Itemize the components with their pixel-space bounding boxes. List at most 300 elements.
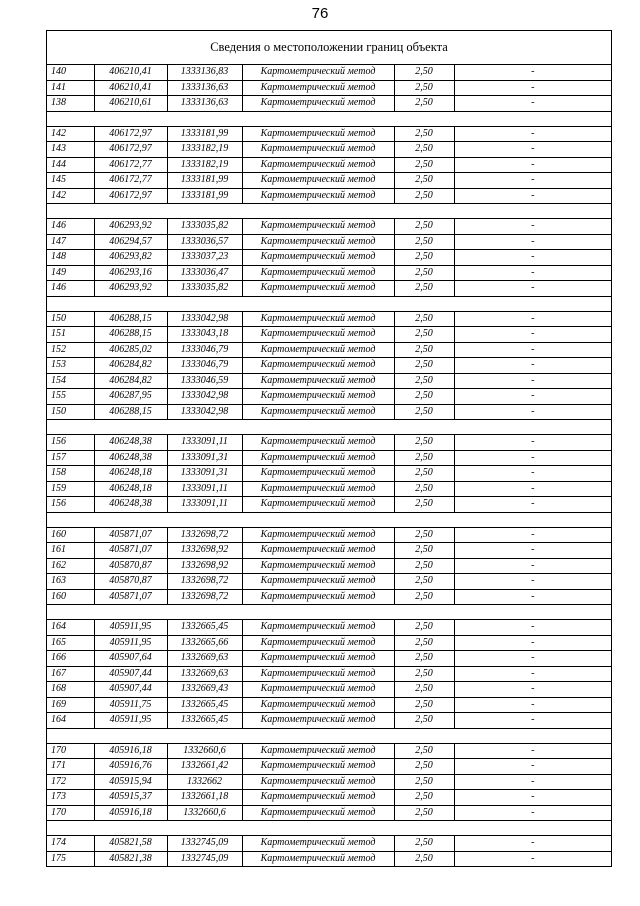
x-coordinate-cell: 406248,38 <box>94 450 167 466</box>
y-coordinate-cell: 1333042,98 <box>167 404 242 420</box>
group-separator-cell <box>47 296 611 311</box>
x-coordinate-cell: 406210,41 <box>94 65 167 80</box>
x-coordinate-cell: 406284,82 <box>94 358 167 374</box>
method-cell: Картометрический метод <box>242 157 394 173</box>
description-cell: - <box>454 759 611 775</box>
y-coordinate-cell: 1333181,99 <box>167 188 242 204</box>
table-row <box>47 373 611 389</box>
description-cell: - <box>454 157 611 173</box>
description-cell: - <box>454 342 611 358</box>
point-number-cell: 170 <box>47 743 94 759</box>
accuracy-cell: 2,50 <box>394 635 454 651</box>
x-coordinate-cell: 405907,44 <box>94 682 167 698</box>
table-row <box>47 327 611 343</box>
x-coordinate-cell: 406293,92 <box>94 281 167 297</box>
y-coordinate-cell: 1332661,42 <box>167 759 242 775</box>
method-cell: Картометрический метод <box>242 682 394 698</box>
y-coordinate-cell: 1332745,09 <box>167 851 242 867</box>
x-coordinate-cell: 405907,44 <box>94 666 167 682</box>
x-coordinate-cell: 405911,95 <box>94 713 167 729</box>
description-cell: - <box>454 80 611 96</box>
x-coordinate-cell: 406210,41 <box>94 80 167 96</box>
description-cell: - <box>454 527 611 543</box>
description-cell: - <box>454 497 611 513</box>
method-cell: Картометрический метод <box>242 481 394 497</box>
table-row <box>47 574 611 590</box>
x-coordinate-cell: 406293,82 <box>94 250 167 266</box>
x-coordinate-cell: 406248,38 <box>94 497 167 513</box>
method-cell: Картометрический метод <box>242 96 394 112</box>
description-cell: - <box>454 774 611 790</box>
y-coordinate-cell: 1333091,31 <box>167 450 242 466</box>
point-number-cell: 141 <box>47 80 94 96</box>
method-cell: Картометрический метод <box>242 373 394 389</box>
accuracy-cell: 2,50 <box>394 65 454 80</box>
method-cell: Картометрический метод <box>242 219 394 235</box>
accuracy-cell: 2,50 <box>394 281 454 297</box>
method-cell: Картометрический метод <box>242 327 394 343</box>
x-coordinate-cell: 405916,18 <box>94 805 167 821</box>
description-cell: - <box>454 481 611 497</box>
point-number-cell: 163 <box>47 574 94 590</box>
table-row <box>47 188 611 204</box>
description-cell: - <box>454 697 611 713</box>
y-coordinate-cell: 1332698,72 <box>167 574 242 590</box>
description-cell: - <box>454 281 611 297</box>
group-separator-row <box>47 111 611 126</box>
x-coordinate-cell: 406172,97 <box>94 142 167 158</box>
y-coordinate-cell: 1333136,63 <box>167 96 242 112</box>
point-number-cell: 170 <box>47 805 94 821</box>
point-number-cell: 153 <box>47 358 94 374</box>
x-coordinate-cell: 406285,02 <box>94 342 167 358</box>
point-number-cell: 173 <box>47 790 94 806</box>
method-cell: Картометрический метод <box>242 435 394 451</box>
description-cell: - <box>454 234 611 250</box>
description-cell: - <box>454 635 611 651</box>
method-cell: Картометрический метод <box>242 234 394 250</box>
accuracy-cell: 2,50 <box>394 558 454 574</box>
y-coordinate-cell: 1332665,45 <box>167 713 242 729</box>
method-cell: Картометрический метод <box>242 651 394 667</box>
x-coordinate-cell: 406248,38 <box>94 435 167 451</box>
y-coordinate-cell: 1333182,19 <box>167 157 242 173</box>
x-coordinate-cell: 406293,92 <box>94 219 167 235</box>
method-cell: Картометрический метод <box>242 836 394 852</box>
x-coordinate-cell: 406172,97 <box>94 188 167 204</box>
accuracy-cell: 2,50 <box>394 574 454 590</box>
group-separator-row <box>47 204 611 219</box>
point-number-cell: 146 <box>47 219 94 235</box>
description-cell: - <box>454 219 611 235</box>
accuracy-cell: 2,50 <box>394 697 454 713</box>
method-cell: Картометрический метод <box>242 558 394 574</box>
x-coordinate-cell: 405870,87 <box>94 558 167 574</box>
description-cell: - <box>454 373 611 389</box>
table-row <box>47 651 611 667</box>
point-number-cell: 150 <box>47 311 94 327</box>
method-cell: Картометрический метод <box>242 805 394 821</box>
table-row <box>47 543 611 559</box>
accuracy-cell: 2,50 <box>394 188 454 204</box>
y-coordinate-cell: 1333181,99 <box>167 173 242 189</box>
method-cell: Картометрический метод <box>242 126 394 142</box>
table-row <box>47 157 611 173</box>
point-number-cell: 147 <box>47 234 94 250</box>
method-cell: Картометрический метод <box>242 65 394 80</box>
method-cell: Картометрический метод <box>242 666 394 682</box>
method-cell: Картометрический метод <box>242 620 394 636</box>
table-row <box>47 805 611 821</box>
accuracy-cell: 2,50 <box>394 142 454 158</box>
point-number-cell: 150 <box>47 404 94 420</box>
x-coordinate-cell: 406293,16 <box>94 265 167 281</box>
accuracy-cell: 2,50 <box>394 759 454 775</box>
description-cell: - <box>454 713 611 729</box>
accuracy-cell: 2,50 <box>394 497 454 513</box>
y-coordinate-cell: 1333181,99 <box>167 126 242 142</box>
y-coordinate-cell: 1332665,45 <box>167 620 242 636</box>
point-number-cell: 146 <box>47 281 94 297</box>
method-cell: Картометрический метод <box>242 342 394 358</box>
accuracy-cell: 2,50 <box>394 774 454 790</box>
point-number-cell: 161 <box>47 543 94 559</box>
group-separator-cell <box>47 821 611 836</box>
group-separator-cell <box>47 111 611 126</box>
table-row <box>47 682 611 698</box>
accuracy-cell: 2,50 <box>394 80 454 96</box>
accuracy-cell: 2,50 <box>394 311 454 327</box>
description-cell: - <box>454 574 611 590</box>
accuracy-cell: 2,50 <box>394 481 454 497</box>
point-number-cell: 140 <box>47 65 94 80</box>
accuracy-cell: 2,50 <box>394 327 454 343</box>
y-coordinate-cell: 1332660,6 <box>167 805 242 821</box>
y-coordinate-cell: 1332698,92 <box>167 558 242 574</box>
accuracy-cell: 2,50 <box>394 743 454 759</box>
y-coordinate-cell: 1332698,72 <box>167 589 242 605</box>
group-separator-row <box>47 420 611 435</box>
table-row <box>47 558 611 574</box>
description-cell: - <box>454 188 611 204</box>
table-row <box>47 126 611 142</box>
table-row <box>47 219 611 235</box>
method-cell: Картометрический метод <box>242 450 394 466</box>
table-row <box>47 358 611 374</box>
table-row <box>47 836 611 852</box>
x-coordinate-cell: 405870,87 <box>94 574 167 590</box>
description-cell: - <box>454 558 611 574</box>
description-cell: - <box>454 142 611 158</box>
x-coordinate-cell: 405907,64 <box>94 651 167 667</box>
accuracy-cell: 2,50 <box>394 389 454 405</box>
description-cell: - <box>454 851 611 867</box>
y-coordinate-cell: 1332662 <box>167 774 242 790</box>
y-coordinate-cell: 1333136,83 <box>167 65 242 80</box>
description-cell: - <box>454 173 611 189</box>
x-coordinate-cell: 406210,61 <box>94 96 167 112</box>
method-cell: Картометрический метод <box>242 466 394 482</box>
description-cell: - <box>454 836 611 852</box>
table-row <box>47 759 611 775</box>
x-coordinate-cell: 406287,95 <box>94 389 167 405</box>
x-coordinate-cell: 406288,15 <box>94 327 167 343</box>
table-row <box>47 435 611 451</box>
description-cell: - <box>454 126 611 142</box>
coordinates-sheet <box>46 30 612 867</box>
method-cell: Картометрический метод <box>242 713 394 729</box>
table-row <box>47 65 611 80</box>
accuracy-cell: 2,50 <box>394 466 454 482</box>
y-coordinate-cell: 1333035,82 <box>167 281 242 297</box>
y-coordinate-cell: 1332665,45 <box>167 697 242 713</box>
method-cell: Картометрический метод <box>242 497 394 513</box>
table-row <box>47 96 611 112</box>
accuracy-cell: 2,50 <box>394 435 454 451</box>
point-number-cell: 172 <box>47 774 94 790</box>
description-cell: - <box>454 450 611 466</box>
method-cell: Картометрический метод <box>242 281 394 297</box>
description-cell: - <box>454 96 611 112</box>
description-cell: - <box>454 805 611 821</box>
point-number-cell: 145 <box>47 173 94 189</box>
table-row <box>47 404 611 420</box>
table-row <box>47 173 611 189</box>
table-row <box>47 589 611 605</box>
table-row <box>47 450 611 466</box>
accuracy-cell: 2,50 <box>394 219 454 235</box>
point-number-cell: 143 <box>47 142 94 158</box>
group-separator-cell <box>47 420 611 435</box>
table-row <box>47 697 611 713</box>
table-row <box>47 635 611 651</box>
y-coordinate-cell: 1333136,63 <box>167 80 242 96</box>
method-cell: Картометрический метод <box>242 635 394 651</box>
method-cell: Картометрический метод <box>242 188 394 204</box>
accuracy-cell: 2,50 <box>394 805 454 821</box>
method-cell: Картометрический метод <box>242 389 394 405</box>
description-cell: - <box>454 466 611 482</box>
point-number-cell: 169 <box>47 697 94 713</box>
description-cell: - <box>454 327 611 343</box>
description-cell: - <box>454 265 611 281</box>
y-coordinate-cell: 1333042,98 <box>167 389 242 405</box>
accuracy-cell: 2,50 <box>394 620 454 636</box>
point-number-cell: 160 <box>47 527 94 543</box>
point-number-cell: 138 <box>47 96 94 112</box>
y-coordinate-cell: 1332745,09 <box>167 836 242 852</box>
point-number-cell: 155 <box>47 389 94 405</box>
table-row <box>47 620 611 636</box>
table-row <box>47 466 611 482</box>
y-coordinate-cell: 1333046,79 <box>167 358 242 374</box>
point-number-cell: 164 <box>47 713 94 729</box>
table-row <box>47 774 611 790</box>
table-row <box>47 527 611 543</box>
method-cell: Картометрический метод <box>242 589 394 605</box>
method-cell: Картометрический метод <box>242 574 394 590</box>
x-coordinate-cell: 405916,18 <box>94 743 167 759</box>
y-coordinate-cell: 1332661,18 <box>167 790 242 806</box>
group-separator-row <box>47 605 611 620</box>
x-coordinate-cell: 405915,37 <box>94 790 167 806</box>
method-cell: Картометрический метод <box>242 774 394 790</box>
point-number-cell: 175 <box>47 851 94 867</box>
table-row <box>47 265 611 281</box>
description-cell: - <box>454 666 611 682</box>
method-cell: Картометрический метод <box>242 311 394 327</box>
description-cell: - <box>454 389 611 405</box>
x-coordinate-cell: 406172,97 <box>94 126 167 142</box>
x-coordinate-cell: 405821,58 <box>94 836 167 852</box>
table-row <box>47 389 611 405</box>
point-number-cell: 157 <box>47 450 94 466</box>
point-number-cell: 149 <box>47 265 94 281</box>
group-separator-row <box>47 821 611 836</box>
description-cell: - <box>454 651 611 667</box>
point-number-cell: 159 <box>47 481 94 497</box>
group-separator-cell <box>47 204 611 219</box>
accuracy-cell: 2,50 <box>394 790 454 806</box>
table-row <box>47 713 611 729</box>
point-number-cell: 164 <box>47 620 94 636</box>
method-cell: Картометрический метод <box>242 250 394 266</box>
accuracy-cell: 2,50 <box>394 250 454 266</box>
accuracy-cell: 2,50 <box>394 527 454 543</box>
method-cell: Картометрический метод <box>242 358 394 374</box>
x-coordinate-cell: 405821,38 <box>94 851 167 867</box>
table-row <box>47 743 611 759</box>
accuracy-cell: 2,50 <box>394 342 454 358</box>
y-coordinate-cell: 1333035,82 <box>167 219 242 235</box>
boundary-coordinates-table <box>47 65 611 867</box>
description-cell: - <box>454 589 611 605</box>
description-cell: - <box>454 743 611 759</box>
group-separator-cell <box>47 728 611 743</box>
accuracy-cell: 2,50 <box>394 96 454 112</box>
accuracy-cell: 2,50 <box>394 713 454 729</box>
method-cell: Картометрический метод <box>242 759 394 775</box>
table-row <box>47 311 611 327</box>
y-coordinate-cell: 1332669,63 <box>167 666 242 682</box>
group-separator-cell <box>47 512 611 527</box>
x-coordinate-cell: 405871,07 <box>94 527 167 543</box>
x-coordinate-cell: 405911,95 <box>94 635 167 651</box>
y-coordinate-cell: 1332698,72 <box>167 527 242 543</box>
group-separator-row <box>47 728 611 743</box>
accuracy-cell: 2,50 <box>394 651 454 667</box>
point-number-cell: 162 <box>47 558 94 574</box>
table-row <box>47 497 611 513</box>
accuracy-cell: 2,50 <box>394 450 454 466</box>
x-coordinate-cell: 406248,18 <box>94 466 167 482</box>
accuracy-cell: 2,50 <box>394 666 454 682</box>
sheet-title: Сведения о местоположении границ объекта <box>47 31 611 65</box>
y-coordinate-cell: 1332660,6 <box>167 743 242 759</box>
table-row <box>47 80 611 96</box>
group-separator-row <box>47 512 611 527</box>
point-number-cell: 148 <box>47 250 94 266</box>
x-coordinate-cell: 406172,77 <box>94 157 167 173</box>
table-row <box>47 342 611 358</box>
x-coordinate-cell: 405911,75 <box>94 697 167 713</box>
accuracy-cell: 2,50 <box>394 126 454 142</box>
point-number-cell: 174 <box>47 836 94 852</box>
y-coordinate-cell: 1333091,11 <box>167 497 242 513</box>
accuracy-cell: 2,50 <box>394 836 454 852</box>
point-number-cell: 165 <box>47 635 94 651</box>
method-cell: Картометрический метод <box>242 404 394 420</box>
point-number-cell: 158 <box>47 466 94 482</box>
x-coordinate-cell: 405911,95 <box>94 620 167 636</box>
description-cell: - <box>454 682 611 698</box>
accuracy-cell: 2,50 <box>394 265 454 281</box>
y-coordinate-cell: 1332698,92 <box>167 543 242 559</box>
x-coordinate-cell: 406288,15 <box>94 404 167 420</box>
point-number-cell: 166 <box>47 651 94 667</box>
description-cell: - <box>454 311 611 327</box>
point-number-cell: 154 <box>47 373 94 389</box>
method-cell: Картометрический метод <box>242 790 394 806</box>
description-cell: - <box>454 250 611 266</box>
accuracy-cell: 2,50 <box>394 682 454 698</box>
description-cell: - <box>454 404 611 420</box>
accuracy-cell: 2,50 <box>394 543 454 559</box>
y-coordinate-cell: 1333046,79 <box>167 342 242 358</box>
method-cell: Картометрический метод <box>242 543 394 559</box>
y-coordinate-cell: 1333182,19 <box>167 142 242 158</box>
method-cell: Картометрический метод <box>242 80 394 96</box>
accuracy-cell: 2,50 <box>394 404 454 420</box>
x-coordinate-cell: 406294,57 <box>94 234 167 250</box>
method-cell: Картометрический метод <box>242 697 394 713</box>
table-row <box>47 142 611 158</box>
table-row <box>47 666 611 682</box>
y-coordinate-cell: 1333042,98 <box>167 311 242 327</box>
point-number-cell: 167 <box>47 666 94 682</box>
description-cell: - <box>454 65 611 80</box>
group-separator-row <box>47 296 611 311</box>
description-cell: - <box>454 790 611 806</box>
x-coordinate-cell: 406248,18 <box>94 481 167 497</box>
point-number-cell: 144 <box>47 157 94 173</box>
y-coordinate-cell: 1333043,18 <box>167 327 242 343</box>
table-row <box>47 481 611 497</box>
point-number-cell: 151 <box>47 327 94 343</box>
y-coordinate-cell: 1332669,43 <box>167 682 242 698</box>
description-cell: - <box>454 435 611 451</box>
x-coordinate-cell: 406288,15 <box>94 311 167 327</box>
x-coordinate-cell: 405916,76 <box>94 759 167 775</box>
point-number-cell: 171 <box>47 759 94 775</box>
y-coordinate-cell: 1333046,59 <box>167 373 242 389</box>
description-cell: - <box>454 620 611 636</box>
method-cell: Картометрический метод <box>242 142 394 158</box>
table-row <box>47 250 611 266</box>
method-cell: Картометрический метод <box>242 527 394 543</box>
x-coordinate-cell: 405915,94 <box>94 774 167 790</box>
table-row <box>47 790 611 806</box>
point-number-cell: 156 <box>47 435 94 451</box>
page-number: 76 <box>311 5 329 22</box>
table-row <box>47 281 611 297</box>
method-cell: Картометрический метод <box>242 173 394 189</box>
x-coordinate-cell: 405871,07 <box>94 589 167 605</box>
y-coordinate-cell: 1332669,63 <box>167 651 242 667</box>
x-coordinate-cell: 405871,07 <box>94 543 167 559</box>
accuracy-cell: 2,50 <box>394 157 454 173</box>
y-coordinate-cell: 1333036,47 <box>167 265 242 281</box>
